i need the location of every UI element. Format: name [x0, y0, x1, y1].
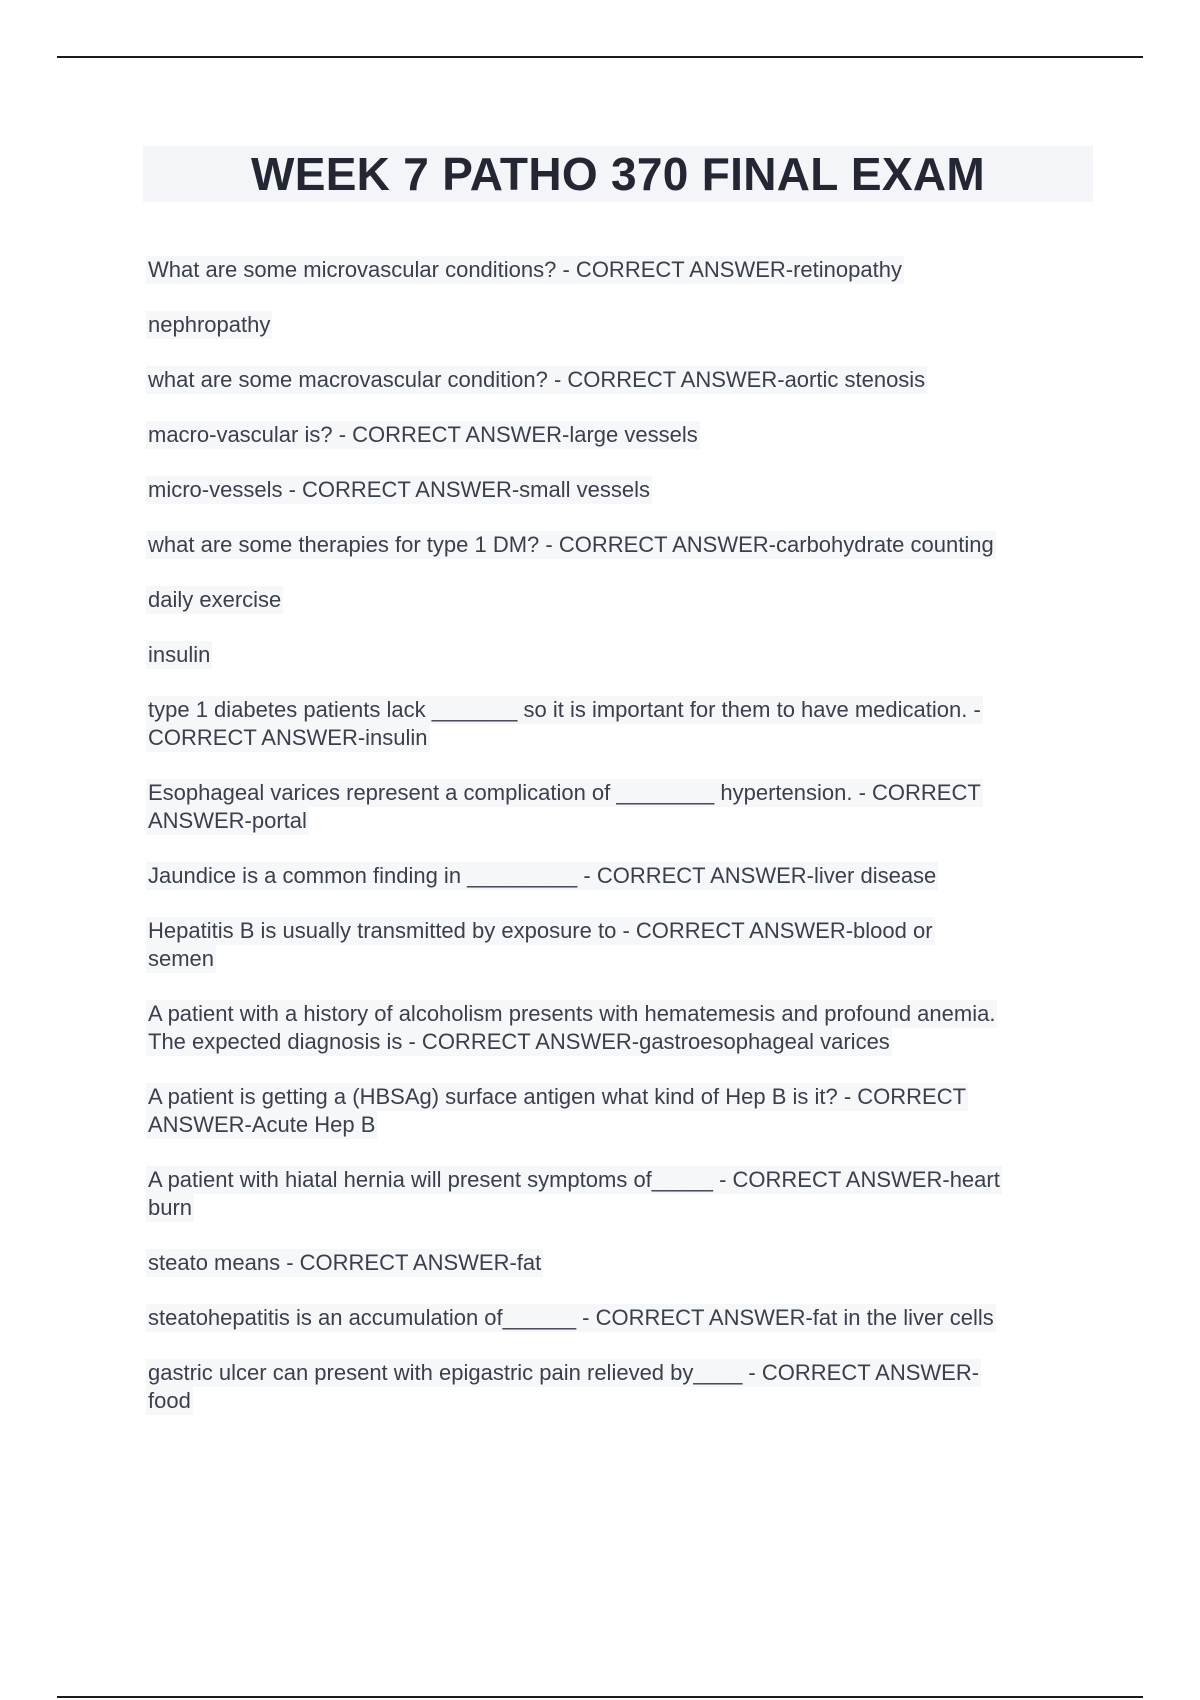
- entry-line: Hepatitis B is usually transmitted by exposure to - CORRECT ANSWER-blood or: [148, 918, 933, 943]
- entry-line: semen: [148, 946, 215, 971]
- qa-entry: [146, 1083, 1096, 1139]
- qa-entry: [146, 586, 1096, 614]
- entry-line: What are some microvascular conditions? - CORRECT ANSWER-retinopathy: [148, 257, 902, 282]
- qa-entry: [146, 1249, 1096, 1277]
- entry-line: ANSWER-Acute Hep B: [148, 1112, 376, 1137]
- entry-line: Esophageal varices represent a complication of ________ hypertension. - CORRECT: [148, 780, 981, 805]
- entry-line: A patient is getting a (HBSAg) surface antigen what kind of Hep B is it? - CORRECT: [148, 1084, 967, 1109]
- qa-entry: [146, 421, 1096, 449]
- entry-line: macro-vascular is? - CORRECT ANSWER-large vessels: [148, 422, 698, 447]
- qa-entry: [146, 256, 1096, 284]
- entry-line: A patient with hiatal hernia will present symptoms of_____ - CORRECT ANSWER-heart: [148, 1167, 1000, 1192]
- qa-entry: [146, 1166, 1096, 1222]
- entry-line: CORRECT ANSWER-insulin: [148, 725, 428, 750]
- entry-line: A patient with a history of alcoholism presents with hematemesis and profound anemia.: [148, 1001, 996, 1026]
- qa-entry: [146, 476, 1096, 504]
- entry-line: micro-vessels - CORRECT ANSWER-small vessels: [148, 477, 650, 502]
- entry-line: gastric ulcer can present with epigastric pain relieved by____ - CORRECT ANSWER-: [148, 1360, 980, 1385]
- qa-entry: [146, 862, 1096, 890]
- entry-line: burn: [148, 1195, 193, 1220]
- qa-entry: [146, 779, 1096, 835]
- entry-line: insulin: [148, 642, 211, 667]
- qa-entry: [146, 366, 1096, 394]
- entry-line: nephropathy: [148, 312, 271, 337]
- entry-line: what are some macrovascular condition? - CORRECT ANSWER-aortic stenosis: [148, 367, 926, 392]
- entry-line: ANSWER-portal: [148, 808, 307, 833]
- qa-entry: [146, 1304, 1096, 1332]
- qa-entry: [146, 917, 1096, 973]
- entry-line: The expected diagnosis is - CORRECT ANSWER-gastroesophageal varices: [148, 1029, 890, 1054]
- qa-entry: [146, 641, 1096, 669]
- entry-line: type 1 diabetes patients lack _______ so it is important for them to have medication. -: [148, 697, 981, 722]
- qa-entry: [146, 1359, 1096, 1415]
- title-band: [143, 146, 1093, 202]
- qa-entry: [146, 531, 1096, 559]
- qa-entry: [146, 696, 1096, 752]
- entry-line: Jaundice is a common finding in _________ - CORRECT ANSWER-liver disease: [148, 863, 937, 888]
- entry-line: food: [148, 1388, 191, 1413]
- qa-list: [146, 256, 1096, 1415]
- top-rule: [57, 56, 1143, 58]
- qa-entry: [146, 1000, 1096, 1056]
- entry-line: daily exercise: [148, 587, 282, 612]
- entry-line: what are some therapies for type 1 DM? - CORRECT ANSWER-carbohydrate counting: [148, 532, 994, 557]
- entry-line: steato means - CORRECT ANSWER-fat: [148, 1250, 542, 1275]
- entry-line: steatohepatitis is an accumulation of______ - CORRECT ANSWER-fat in the liver cells: [148, 1305, 994, 1330]
- document-title: WEEK 7 PATHO 370 FINAL EXAM: [251, 148, 985, 200]
- qa-entry: [146, 311, 1096, 339]
- bottom-rule: [57, 1696, 1143, 1698]
